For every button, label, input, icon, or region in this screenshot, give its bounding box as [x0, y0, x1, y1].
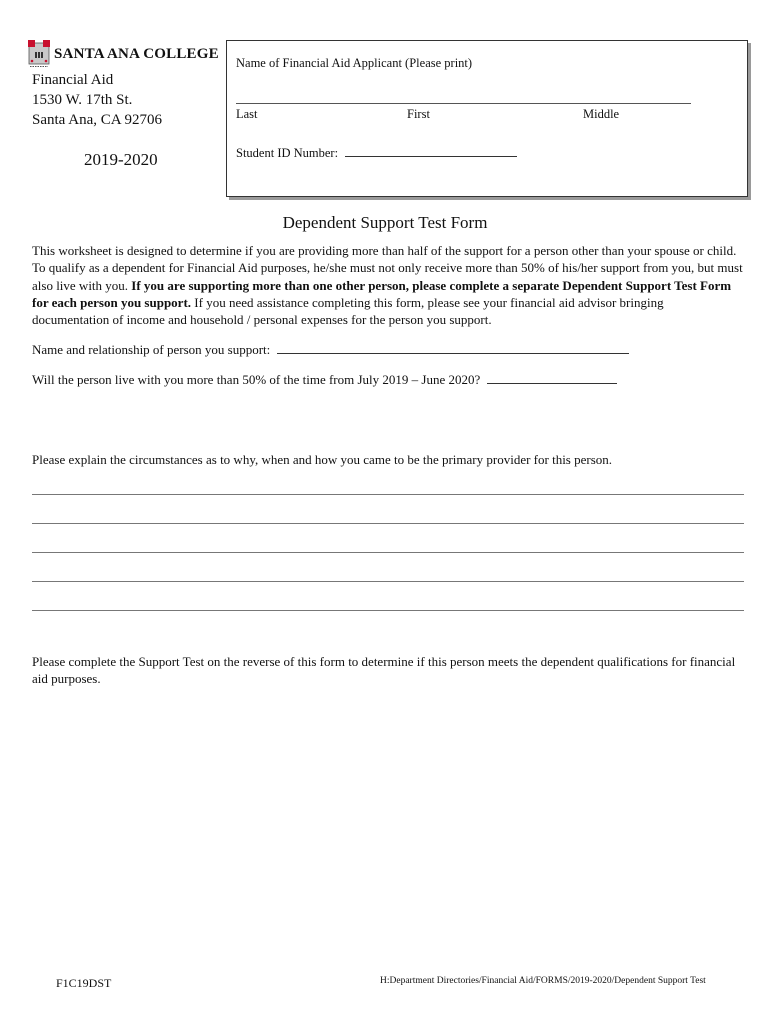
last-name-label: Last: [236, 107, 258, 121]
explain-line-1[interactable]: [32, 494, 744, 495]
department-name: Financial Aid: [32, 72, 114, 88]
city-address: Santa Ana, CA 92706: [32, 112, 162, 128]
applicant-name-label: Name of Financial Aid Applicant (Please print): [236, 56, 473, 70]
relationship-question: [32, 341, 629, 358]
student-id-row: [236, 144, 517, 161]
college-name: SANTA ANA COLLEGE: [54, 45, 219, 62]
explain-line-4[interactable]: [32, 581, 744, 582]
form-code: F1C19DST: [56, 976, 112, 990]
street-address: 1530 W. 17th St.: [32, 92, 133, 108]
live-with-question: [32, 371, 617, 388]
first-name-label: First: [407, 107, 430, 121]
file-path: H:Department Directories/Financial Aid/FORMS/2019-2020/Dependent Support Test: [380, 976, 706, 986]
middle-name-label: Middle: [583, 107, 620, 121]
relationship-label: Name and relationship of person you support:: [32, 342, 271, 357]
explain-line-3[interactable]: [32, 552, 744, 553]
college-header: [28, 40, 219, 68]
relationship-field[interactable]: [277, 341, 629, 354]
academic-year: 2019-2020: [84, 150, 158, 169]
form-title: Dependent Support Test Form: [282, 213, 488, 232]
explain-line-5[interactable]: [32, 610, 744, 611]
student-id-label: Student ID Number:: [236, 146, 339, 160]
applicant-name-field[interactable]: [236, 103, 691, 104]
explain-label: Please explain the circumstances as to why, when and how you came to be the primary provider for this person.: [32, 452, 613, 467]
closing-instruction: Please complete the Support Test on the reverse of this form to determine if this person meets the dependent qualifications for financial aid purposes.: [32, 654, 736, 687]
intro-text-1: This worksheet is designed to determine if you are providing more than half of the support for a person other than your spouse or child. To qualify as a dependent for Financial Aid purposes, he/she must not only receive more than 50% of his/her support from you, but must also live with you.: [32, 243, 743, 293]
intro-text-2: If you need assistance completing this form, please see your financial aid advisor bringing documentation of income and household / personal expenses for the person you support.: [32, 294, 664, 328]
live-with-field[interactable]: [487, 371, 617, 384]
live-with-label: Will the person live with you more than 50% of the time from July 2019 – June 2020?: [32, 372, 481, 387]
intro-paragraph: [32, 242, 744, 328]
college-logo-icon: [28, 40, 50, 68]
intro-bold-text: If you are supporting more than one other person, please complete a separate Dependent Support Test Form for each person you support.: [32, 277, 732, 310]
student-id-field[interactable]: [345, 144, 517, 157]
explain-line-2[interactable]: [32, 523, 744, 524]
